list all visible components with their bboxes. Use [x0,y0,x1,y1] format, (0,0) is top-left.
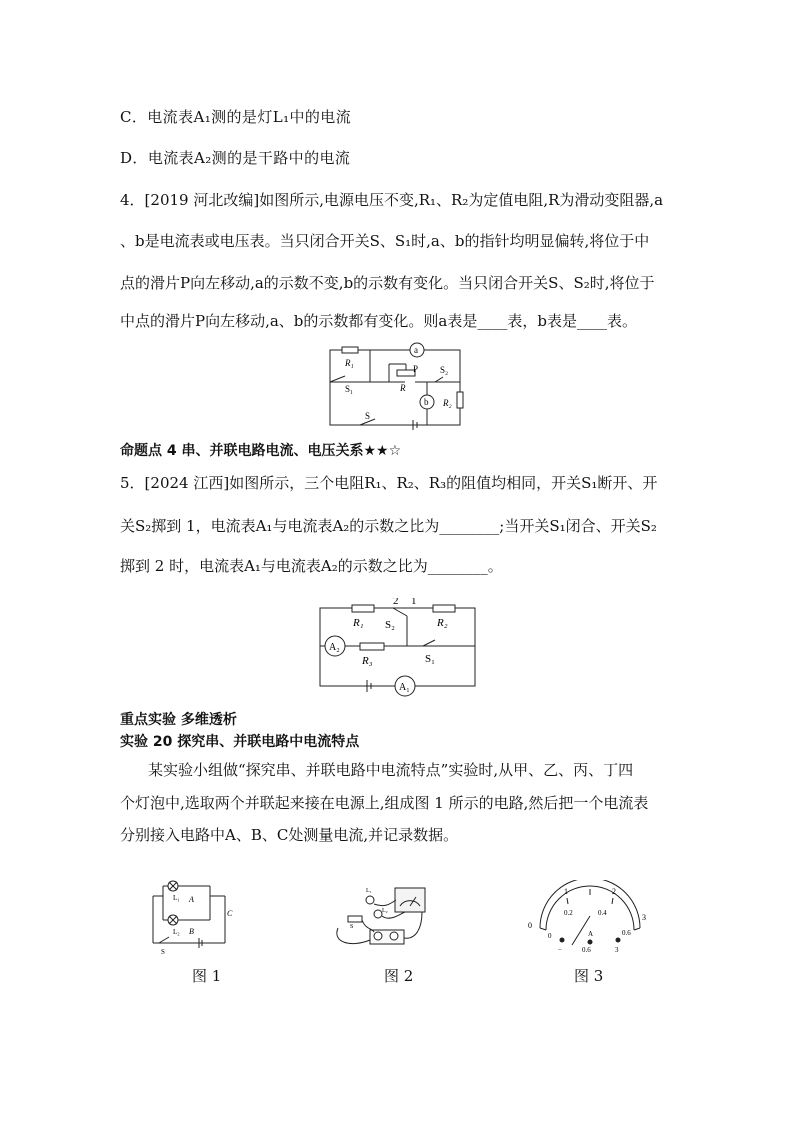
fig2-label-l2: L₂ [382,908,388,914]
fig1-label-c: C [227,909,233,918]
q5-line-1: 5．[2024 江西]如图所示，三个电阻R₁、R₂、R₃的阻值均相同，开关S₁断开、开 [120,474,658,492]
q5-label-r1: R₁ [353,617,364,629]
q4-label-s1: S₁ [345,384,354,394]
q4-line-2: 、b是电流表或电压表。当只闭合开关S、S₁时,a、b的指针均明显偏转,将位于中 [120,232,650,250]
q4-label-r2: R₂ [443,398,452,408]
fig1-label-l1: L₁ [173,894,180,902]
fig3-terminal-0.6: 0.6 [582,946,591,954]
fig3-bottom-0.6: 0.6 [622,929,631,937]
q4-label-s: S [365,411,371,421]
option-c: C．电流表A₁测的是灯L₁中的电流 [120,108,352,126]
fig3-top-3: 3 [642,913,646,922]
figure-3-ammeter-scale [522,880,652,955]
fig2-label-l1: L₁ [366,888,372,894]
q5-label-r3: R₃ [362,655,373,667]
q4-label-r: R [400,383,406,393]
q5-label-n1: 1 [411,598,417,607]
figure-3-caption: 图 3 [574,967,604,985]
fig1-label-a: A [189,895,194,904]
q5-line-2: 关S₂掷到 1，电流表A₁与电流表A₂的示数之比为________;当开关S₁闭合、开关S₂ [120,517,657,535]
q5-meter-a1: A₁ [399,682,410,693]
fig3-top-2: 2 [612,887,616,896]
option-d: D．电流表A₂测的是干路中的电流 [120,149,351,167]
q4-line-1: 4．[2019 河北改编]如图所示,电源电压不变,R₁、R₂为定值电阻,R为滑动变阻器,a [120,191,664,209]
figure-1-caption: 图 1 [192,967,222,985]
experiment-text-1: 某实验小组做“探究串、并联电路中电流特点”实验时,从甲、乙、丙、丁四 [148,761,634,779]
fig3-top-0: 0 [528,921,532,930]
q5-meter-a2: A₂ [329,642,340,653]
fig3-top-1: 1 [564,887,568,896]
experiment-title: 实验 20 探究串、并联电路中电流特点 [120,734,360,750]
fig2-label-s: S [350,924,354,930]
q4-line-3: 点的滑片P向左移动,a的示数不变,b的示数有变化。当只闭合开关S、S₂时,将位于 [120,274,655,292]
fig3-unit: A [588,930,594,938]
q4-meter-a: a [414,345,418,355]
fig3-terminal-neg: − [558,946,562,954]
fig3-bottom-0: 0 [548,932,552,940]
fig1-label-l2: L₂ [173,928,180,936]
fig3-terminal-3: 3 [615,946,619,954]
figure-2-caption: 图 2 [384,967,414,985]
q4-label-r1: R₁ [345,358,354,368]
fig1-label-s: S [161,948,165,956]
experiment-text-2: 个灯泡中,选取两个并联起来接在电源上,组成图 1 所示的电路,然后把一个电流表 [120,794,649,812]
q5-circuit-diagram [315,598,480,698]
q4-label-s2: S₂ [440,365,449,375]
q5-label-n2: 2 [393,598,399,607]
fig3-bottom-0.2: 0.2 [564,909,573,917]
fig1-label-b: B [189,927,194,936]
fig3-bottom-0.4: 0.4 [598,909,607,917]
q4-label-p: P [413,364,419,374]
topic-heading-4: 命题点 4 串、并联电路电流、电压关系★★☆ [120,443,402,459]
section-title: 重点实验 多维透析 [120,712,237,728]
q5-line-3: 掷到 2 时，电流表A₁与电流表A₂的示数之比为________。 [120,557,503,575]
q4-meter-b: b [424,397,429,407]
experiment-text-3: 分别接入电路中A、B、C处测量电流,并记录数据。 [120,826,459,844]
figure-1-circuit [145,878,235,956]
q5-label-r2: R₂ [437,617,448,629]
q5-label-s2: S₂ [385,619,395,631]
q4-circuit-diagram [325,340,470,432]
q4-line-4: 中点的滑片P向左移动,a、b的示数都有变化。则a表是____表，b表是____表。 [120,312,637,330]
q5-label-s1: S₁ [425,653,435,665]
figure-2-apparatus [330,878,435,956]
